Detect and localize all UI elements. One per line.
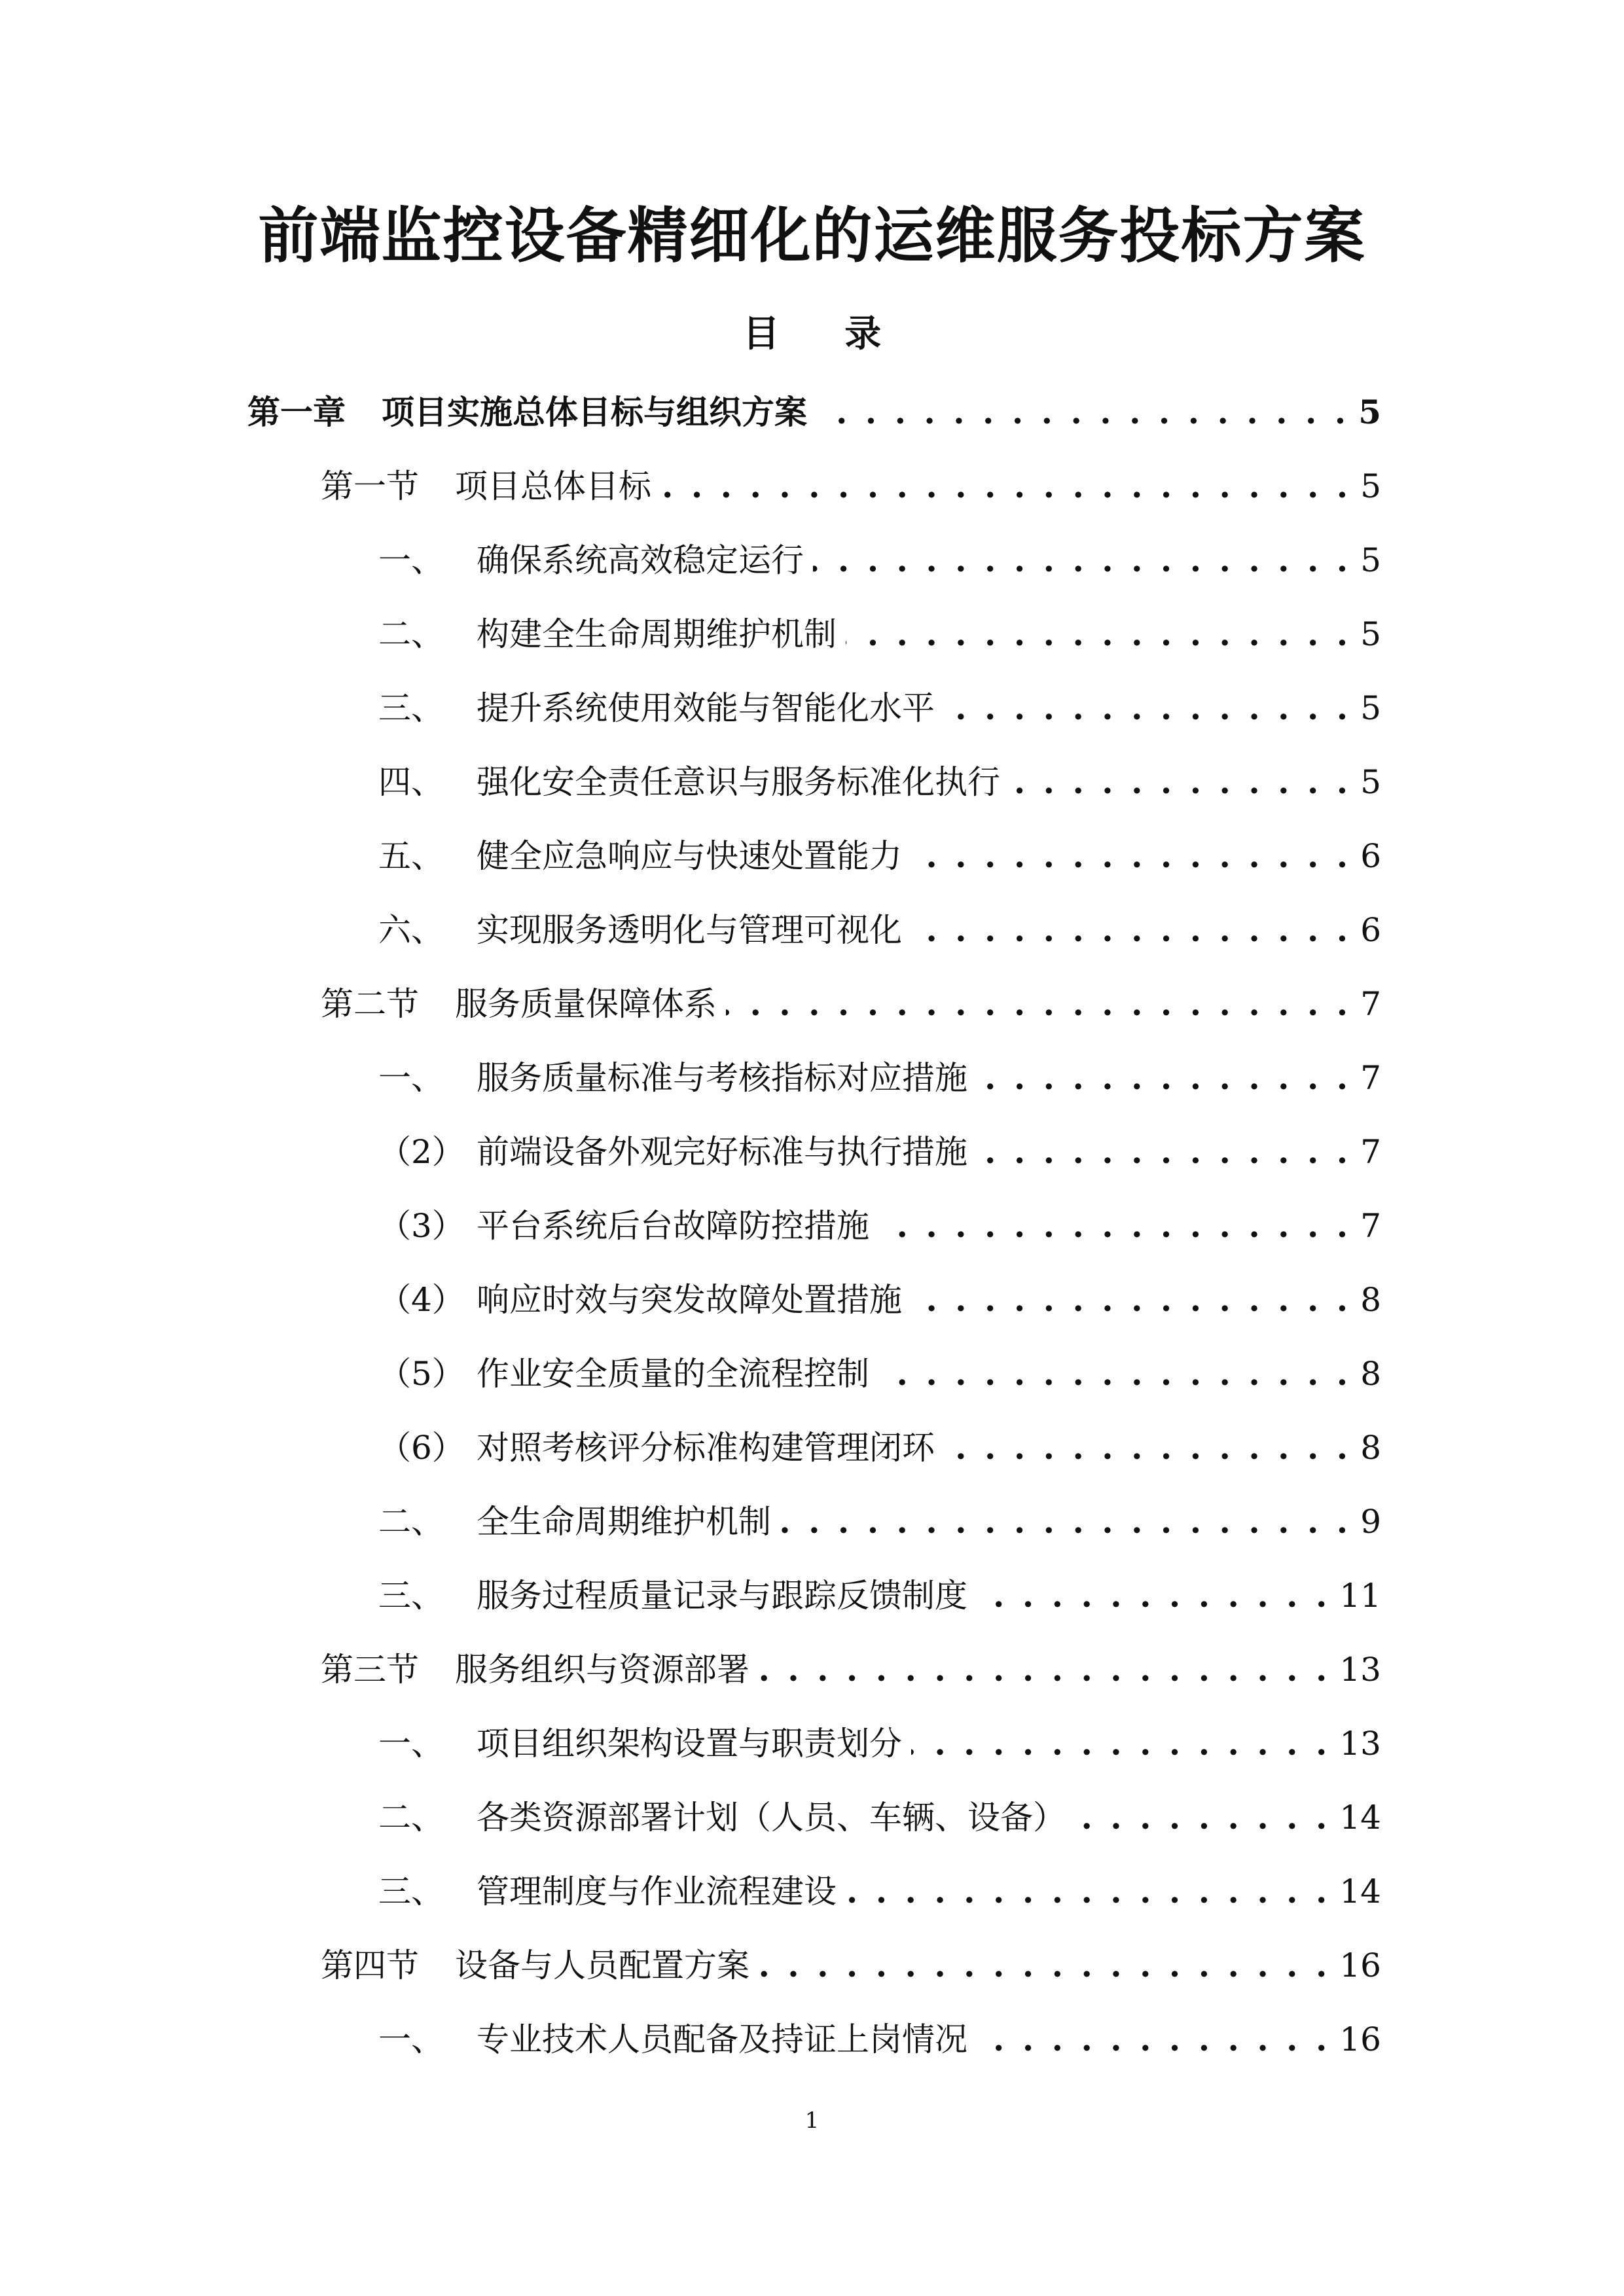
toc-entry-item[interactable] [378,1717,1381,1770]
toc-entry-text: 全生命周期维护机制 [477,1503,771,1541]
dot-leader [878,1200,1351,1252]
toc-entry-item[interactable] [378,1052,1381,1104]
dot-leader [726,978,1351,1030]
dot-leader [911,904,1351,956]
toc-entry-page: 14 [1339,1873,1381,1910]
toc-entry-prefix: 六、 [378,911,444,949]
toc-entry-prefix: 第一章 [247,393,346,431]
dot-leader [944,1422,1351,1474]
toc-entry-label [378,1052,967,1104]
toc-entry-label [378,830,902,882]
toc-entry-label [247,386,807,439]
toc-entry-page: 5 [1360,689,1381,727]
dot-leader [977,2013,1330,2066]
toc-entry-prefix: 第四节 [321,1946,419,1984]
toc-entry-label [378,682,935,734]
toc-entry-page: 5 [1360,763,1381,801]
dot-leader [944,682,1351,734]
toc-entry-prefix: （5） [378,1355,465,1393]
dot-leader [813,534,1351,586]
toc-entry-label [378,1717,902,1770]
toc-entry-page: 8 [1360,1281,1381,1319]
dot-leader [780,1496,1351,1548]
toc-entry-text: 项目组织架构设置与职责划分 [477,1725,902,1763]
toc-entry-text: 平台系统后台故障防控措施 [477,1207,869,1245]
toc-entry-prefix: （6） [378,1429,465,1467]
toc-entry-page: 5 [1360,541,1381,579]
toc-entry-text: 项目总体目标 [455,467,651,505]
dot-leader [1075,1791,1330,1844]
toc-entry-page: 16 [1339,1946,1381,1984]
toc-entry-prefix: （2） [378,1133,465,1171]
toc-entry-prefix: 第一节 [321,467,419,505]
toc-entry-subitem[interactable] [378,1422,1381,1474]
toc-entry-chapter-1[interactable] [247,386,1381,439]
toc-entry-item[interactable] [378,2013,1381,2066]
toc-entry-item[interactable] [378,1570,1381,1622]
toc-entry-label [378,1570,967,1622]
toc-entry-label [378,1422,935,1474]
toc-entry-label [378,1274,902,1326]
toc-entry-page: 11 [1339,1577,1381,1615]
toc-entry-page: 13 [1339,1725,1381,1763]
toc-entry-label [378,1791,1066,1844]
dot-leader [759,1939,1330,1992]
toc-entry-page: 6 [1360,911,1381,949]
toc-entry-label [378,608,837,660]
toc-entry-subitem[interactable] [378,1274,1381,1326]
toc-entry-text: 作业安全质量的全流程控制 [477,1355,869,1393]
toc-entry-text: 服务组织与资源部署 [455,1651,749,1689]
dot-leader [759,1643,1330,1696]
toc-entry-text: 服务质量保障体系 [455,985,717,1023]
toc-entry-text: 设备与人员配置方案 [455,1946,749,1984]
toc-entry-label [378,756,1000,808]
page-number: 1 [804,2108,820,2134]
toc-entry-subitem[interactable] [378,1200,1381,1252]
toc-entry-prefix: 第三节 [321,1651,419,1689]
dot-leader [878,1348,1351,1400]
toc-heading: 目 录 [742,312,908,355]
toc-entry-prefix: 二、 [378,615,444,653]
toc-entry-label [378,2013,967,2066]
toc-entry-label [378,1496,771,1548]
toc-entry-prefix: （4） [378,1281,465,1319]
toc-entry-label [378,904,902,956]
toc-entry-prefix: 一、 [378,541,444,579]
toc-entry-text: 提升系统使用效能与智能化水平 [477,689,935,727]
dot-leader [846,608,1351,660]
toc-entry-section-4[interactable] [321,1939,1381,1992]
dot-leader [816,386,1349,439]
toc-entry-page: 7 [1360,1133,1381,1171]
toc-entry-text: 服务过程质量记录与跟踪反馈制度 [477,1577,967,1615]
toc-entry-item[interactable] [378,534,1381,586]
toc-entry-prefix: 三、 [378,1873,444,1910]
toc-entry-item[interactable] [378,904,1381,956]
toc-entry-page: 13 [1339,1651,1381,1689]
toc-entry-prefix: 一、 [378,2020,444,2058]
dot-leader [911,1274,1351,1326]
dot-leader [911,830,1351,882]
toc-entry-prefix: 一、 [378,1725,444,1763]
toc-entry-item[interactable] [378,1865,1381,1918]
toc-entry-item[interactable] [378,756,1381,808]
toc-entry-text: 前端设备外观完好标准与执行措施 [477,1133,967,1171]
toc-entry-prefix: 一、 [378,1059,444,1097]
toc-entry-prefix: 五、 [378,837,444,875]
toc-entry-prefix: 第二节 [321,985,419,1023]
toc-entry-page: 5 [1360,615,1381,653]
toc-entry-section-1[interactable] [321,460,1381,512]
toc-entry-page: 16 [1339,2020,1381,2058]
toc-entry-text: 响应时效与突发故障处置措施 [477,1281,902,1319]
toc-entry-item[interactable] [378,608,1381,660]
toc-entry-item[interactable] [378,1496,1381,1548]
toc-entry-page: 6 [1360,837,1381,875]
toc-entry-section-3[interactable] [321,1643,1381,1696]
toc-entry-page: 7 [1360,1059,1381,1097]
toc-entry-label [378,534,804,586]
toc-entry-page: 7 [1360,1207,1381,1245]
toc-entry-text: 专业技术人员配备及持证上岗情况 [477,2020,967,2058]
toc-entry-page: 9 [1360,1503,1381,1541]
toc-entry-page: 8 [1360,1429,1381,1467]
document-title: 前端监控设备精细化的运维服务投标方案 [258,200,1366,271]
toc-entry-page: 8 [1360,1355,1381,1393]
toc-entry-label [378,1126,967,1178]
toc-entry-prefix: （3） [378,1207,465,1245]
toc-entry-subitem[interactable] [378,1348,1381,1400]
toc-entry-page: 5 [1358,393,1381,431]
toc-entry-text: 健全应急响应与快速处置能力 [477,837,902,875]
toc-entry-text: 强化安全责任意识与服务标准化执行 [477,763,1000,801]
toc-entry-label [321,978,717,1030]
dot-leader [977,1126,1351,1178]
toc-entry-label [321,460,651,512]
toc-entry-page: 5 [1360,467,1381,505]
toc-entry-item[interactable] [378,682,1381,734]
dot-leader [911,1717,1330,1770]
toc-entry-prefix: 三、 [378,1577,444,1615]
dot-leader [660,460,1351,512]
dot-leader [846,1865,1330,1918]
toc-entry-text: 服务质量标准与考核指标对应措施 [477,1059,967,1097]
dot-leader [977,1052,1351,1104]
toc-entry-subitem[interactable] [378,1126,1381,1178]
toc-entry-text: 管理制度与作业流程建设 [477,1873,837,1910]
toc-entry-section-2[interactable] [321,978,1381,1030]
toc-entry-prefix: 三、 [378,689,444,727]
toc-entry-item[interactable] [378,830,1381,882]
toc-entry-page: 14 [1339,1799,1381,1837]
toc-entry-label [321,1643,749,1696]
dot-leader [977,1570,1330,1622]
toc-entry-prefix: 二、 [378,1799,444,1837]
toc-entry-label [378,1865,837,1918]
toc-entry-prefix: 二、 [378,1503,444,1541]
dot-leader [1009,756,1351,808]
toc-entry-text: 构建全生命周期维护机制 [477,615,837,653]
toc-entry-text: 项目实施总体目标与组织方案 [382,393,807,431]
toc-entry-text: 各类资源部署计划（人员、车辆、设备） [477,1799,1066,1837]
toc-entry-label [378,1348,869,1400]
toc-entry-text: 实现服务透明化与管理可视化 [477,911,902,949]
toc-entry-label [378,1200,869,1252]
toc-entry-text: 对照考核评分标准构建管理闭环 [477,1429,935,1467]
toc-entry-label [321,1939,749,1992]
toc-entry-item[interactable] [378,1791,1381,1844]
toc-entry-prefix: 四、 [378,763,444,801]
toc-entry-text: 确保系统高效稳定运行 [477,541,804,579]
toc-entry-page: 7 [1360,985,1381,1023]
